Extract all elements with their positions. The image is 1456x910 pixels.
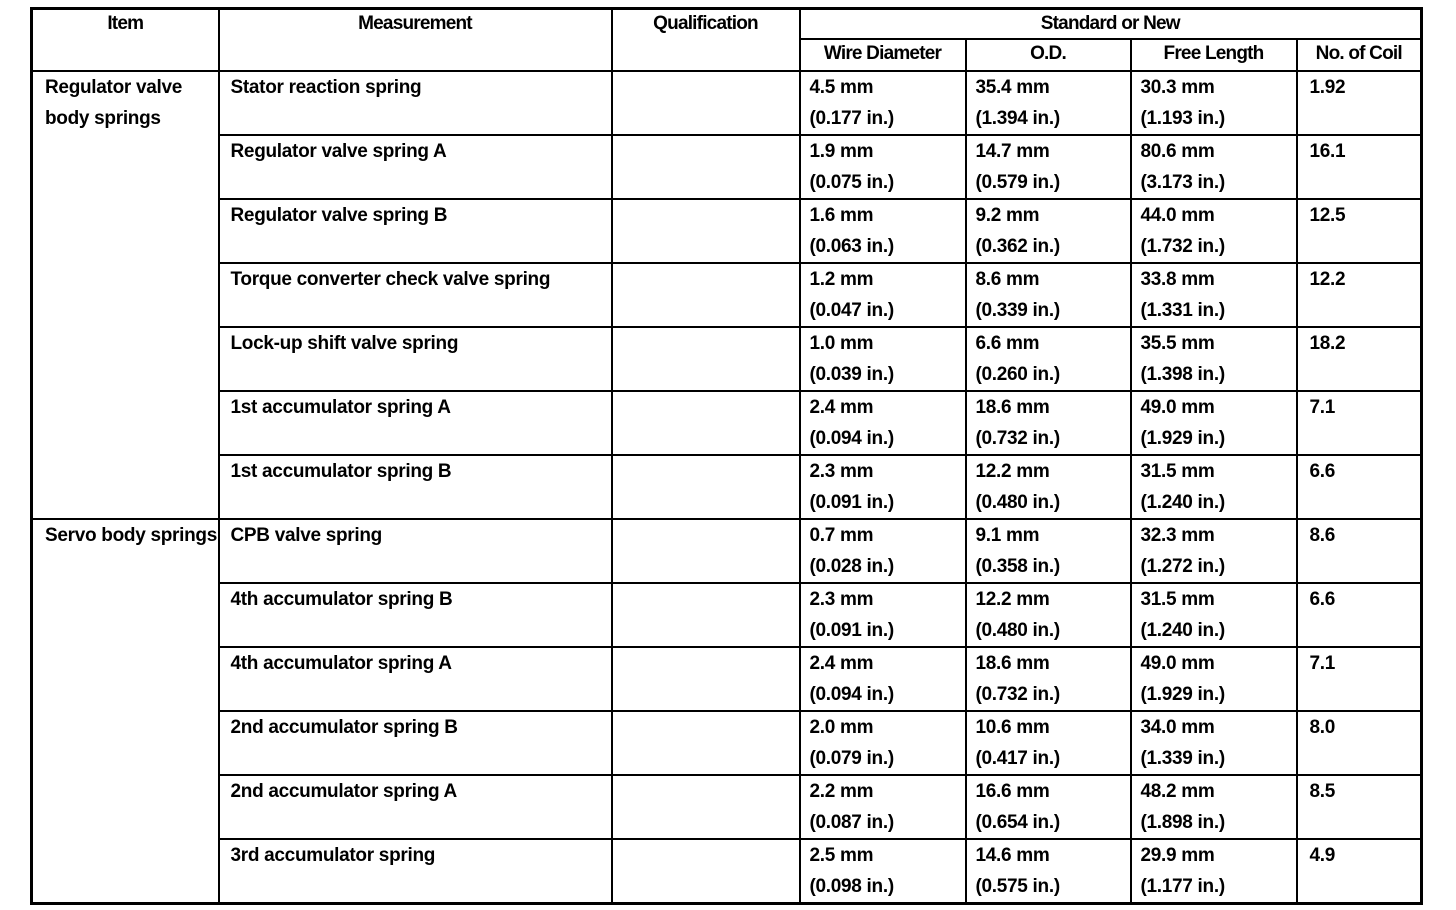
value-in: (0.091 in.) [809, 492, 894, 513]
od-cell [966, 711, 1131, 775]
free-length-cell [1131, 71, 1297, 135]
table-row [32, 583, 1422, 647]
qualification-cell [612, 775, 800, 839]
no-of-coil-cell: 4.9 [1297, 839, 1422, 904]
qualification-cell [612, 455, 800, 519]
value-in: (1.339 in.) [1140, 748, 1225, 769]
od-cell [966, 391, 1131, 455]
table-row [32, 775, 1422, 839]
measurement-cell: Stator reaction spring [219, 71, 612, 135]
free-length-cell [1131, 199, 1297, 263]
measurement-cell: 2nd accumulator spring A [219, 775, 612, 839]
value-mm: 1.9 mm [809, 141, 874, 162]
no-of-coil-cell: 6.6 [1297, 455, 1422, 519]
wire-diameter-cell [800, 263, 966, 327]
free-length-cell [1131, 263, 1297, 327]
value-in: (0.358 in.) [975, 556, 1060, 577]
measurement-cell: 1st accumulator spring B [219, 455, 612, 519]
value-in: (0.075 in.) [809, 172, 894, 193]
value-in: (0.480 in.) [975, 492, 1060, 513]
free-length-cell [1131, 519, 1297, 583]
od-cell [966, 455, 1131, 519]
wire-diameter-cell [800, 199, 966, 263]
value-mm: 1.6 mm [809, 205, 874, 226]
value-in: (0.094 in.) [809, 684, 894, 705]
wire-diameter-cell [800, 711, 966, 775]
qualification-cell [612, 199, 800, 263]
value-in: (0.094 in.) [809, 428, 894, 449]
value-mm: 2.4 mm [809, 397, 874, 418]
value-mm: 10.6 mm [975, 717, 1050, 738]
od-cell [966, 775, 1131, 839]
value-mm: 33.8 mm [1140, 269, 1215, 290]
value-mm: 16.6 mm [975, 781, 1050, 802]
item-label: Servo body springs [45, 525, 217, 546]
no-of-coil-cell: 8.5 [1297, 775, 1422, 839]
od-cell [966, 135, 1131, 199]
measurement-cell: 3rd accumulator spring [219, 839, 612, 904]
value-mm: 2.5 mm [809, 845, 874, 866]
value-mm: 2.4 mm [809, 653, 874, 674]
wire-diameter-cell [800, 519, 966, 583]
value-in: (0.063 in.) [809, 236, 894, 257]
qualification-cell [612, 519, 800, 583]
value-mm: 30.3 mm [1140, 77, 1215, 98]
value-mm: 35.4 mm [975, 77, 1050, 98]
value-in: (1.398 in.) [1140, 364, 1225, 385]
wire-diameter-cell [800, 839, 966, 904]
measurement-cell: CPB valve spring [219, 519, 612, 583]
no-of-coil-cell: 8.6 [1297, 519, 1422, 583]
free-length-cell [1131, 711, 1297, 775]
value-mm: 14.7 mm [975, 141, 1050, 162]
value-mm: 9.1 mm [975, 525, 1040, 546]
table-row [32, 327, 1422, 391]
no-of-coil-cell: 6.6 [1297, 583, 1422, 647]
value-in: (0.091 in.) [809, 620, 894, 641]
table-row [32, 455, 1422, 519]
wire-diameter-cell [800, 455, 966, 519]
qualification-cell [612, 327, 800, 391]
item-cell [32, 71, 219, 519]
value-mm: 2.2 mm [809, 781, 874, 802]
value-mm: 29.9 mm [1140, 845, 1215, 866]
value-mm: 6.6 mm [975, 333, 1040, 354]
qualification-cell [612, 71, 800, 135]
free-length-cell [1131, 135, 1297, 199]
value-in: (0.028 in.) [809, 556, 894, 577]
table-row [32, 135, 1422, 199]
qualification-cell [612, 839, 800, 904]
table-row [32, 839, 1422, 904]
value-in: (1.177 in.) [1140, 876, 1225, 897]
qualification-cell [612, 263, 800, 327]
measurement-cell: 2nd accumulator spring B [219, 711, 612, 775]
value-in: (0.039 in.) [809, 364, 894, 385]
wire-diameter-cell [800, 391, 966, 455]
value-in: (0.260 in.) [975, 364, 1060, 385]
wire-diameter-cell [800, 775, 966, 839]
header-free-length: Free Length [1131, 39, 1297, 71]
od-cell [966, 263, 1131, 327]
no-of-coil-cell: 7.1 [1297, 391, 1422, 455]
wire-diameter-cell [800, 647, 966, 711]
table-row [32, 391, 1422, 455]
value-in: (3.173 in.) [1140, 172, 1225, 193]
value-mm: 48.2 mm [1140, 781, 1215, 802]
od-cell [966, 519, 1131, 583]
value-in: (1.929 in.) [1140, 684, 1225, 705]
free-length-cell [1131, 583, 1297, 647]
value-mm: 12.2 mm [975, 461, 1050, 482]
no-of-coil-cell: 12.5 [1297, 199, 1422, 263]
free-length-cell [1131, 647, 1297, 711]
header-wire-diameter: Wire Diameter [800, 39, 966, 71]
value-in: (1.193 in.) [1140, 108, 1225, 129]
no-of-coil-cell: 1.92 [1297, 71, 1422, 135]
item-label: Regulator valve body springs [45, 77, 182, 129]
measurement-cell: 4th accumulator spring B [219, 583, 612, 647]
value-in: (0.087 in.) [809, 812, 894, 833]
value-mm: 1.0 mm [809, 333, 874, 354]
measurement-cell: Lock-up shift valve spring [219, 327, 612, 391]
value-in: (0.732 in.) [975, 684, 1060, 705]
value-mm: 9.2 mm [975, 205, 1040, 226]
wire-diameter-cell [800, 583, 966, 647]
value-in: (0.575 in.) [975, 876, 1060, 897]
value-mm: 80.6 mm [1140, 141, 1215, 162]
value-in: (1.240 in.) [1140, 620, 1225, 641]
header-no-of-coil: No. of Coil [1297, 39, 1422, 71]
wire-diameter-cell [800, 135, 966, 199]
free-length-cell [1131, 839, 1297, 904]
free-length-cell [1131, 775, 1297, 839]
value-in: (1.898 in.) [1140, 812, 1225, 833]
header-qualification: Qualification [612, 9, 800, 72]
no-of-coil-cell: 12.2 [1297, 263, 1422, 327]
value-mm: 49.0 mm [1140, 397, 1215, 418]
od-cell [966, 327, 1131, 391]
free-length-cell [1131, 327, 1297, 391]
od-cell [966, 199, 1131, 263]
value-in: (0.177 in.) [809, 108, 894, 129]
value-in: (0.579 in.) [975, 172, 1060, 193]
measurement-cell: Torque converter check valve spring [219, 263, 612, 327]
table-row [32, 71, 1422, 135]
value-in: (0.654 in.) [975, 812, 1060, 833]
value-mm: 8.6 mm [975, 269, 1040, 290]
qualification-cell [612, 647, 800, 711]
table-header [32, 9, 1422, 72]
table-body [32, 71, 1422, 904]
value-mm: 18.6 mm [975, 653, 1050, 674]
value-in: (0.362 in.) [975, 236, 1060, 257]
measurement-cell: 4th accumulator spring A [219, 647, 612, 711]
value-in: (1.240 in.) [1140, 492, 1225, 513]
header-measurement: Measurement [219, 9, 612, 72]
value-mm: 2.3 mm [809, 461, 874, 482]
no-of-coil-cell: 16.1 [1297, 135, 1422, 199]
od-cell [966, 583, 1131, 647]
value-in: (0.047 in.) [809, 300, 894, 321]
value-in: (1.929 in.) [1140, 428, 1225, 449]
value-mm: 2.3 mm [809, 589, 874, 610]
no-of-coil-cell: 8.0 [1297, 711, 1422, 775]
free-length-cell [1131, 455, 1297, 519]
value-in: (1.732 in.) [1140, 236, 1225, 257]
free-length-cell [1131, 391, 1297, 455]
qualification-cell [612, 135, 800, 199]
value-in: (0.417 in.) [975, 748, 1060, 769]
no-of-coil-cell: 18.2 [1297, 327, 1422, 391]
table-row [32, 647, 1422, 711]
value-mm: 14.6 mm [975, 845, 1050, 866]
header-od: O.D. [966, 39, 1131, 71]
value-in: (0.098 in.) [809, 876, 894, 897]
qualification-cell [612, 583, 800, 647]
value-mm: 2.0 mm [809, 717, 874, 738]
table-row [32, 199, 1422, 263]
qualification-cell [612, 391, 800, 455]
value-in: (0.339 in.) [975, 300, 1060, 321]
value-mm: 1.2 mm [809, 269, 874, 290]
header-item: Item [32, 9, 219, 72]
value-in: (1.394 in.) [975, 108, 1060, 129]
value-in: (0.732 in.) [975, 428, 1060, 449]
od-cell [966, 71, 1131, 135]
measurement-cell: 1st accumulator spring A [219, 391, 612, 455]
measurement-cell: Regulator valve spring A [219, 135, 612, 199]
value-mm: 49.0 mm [1140, 653, 1215, 674]
item-cell [32, 519, 219, 904]
value-mm: 4.5 mm [809, 77, 874, 98]
table-row [32, 519, 1422, 583]
measurement-cell: Regulator valve spring B [219, 199, 612, 263]
header-standard-or-new: Standard or New [800, 9, 1422, 40]
value-in: (0.079 in.) [809, 748, 894, 769]
value-in: (1.272 in.) [1140, 556, 1225, 577]
no-of-coil-cell: 7.1 [1297, 647, 1422, 711]
od-cell [966, 647, 1131, 711]
value-in: (0.480 in.) [975, 620, 1060, 641]
value-mm: 31.5 mm [1140, 461, 1215, 482]
qualification-cell [612, 711, 800, 775]
table-row [32, 263, 1422, 327]
value-mm: 35.5 mm [1140, 333, 1215, 354]
od-cell [966, 839, 1131, 904]
value-mm: 0.7 mm [809, 525, 874, 546]
value-mm: 34.0 mm [1140, 717, 1215, 738]
value-in: (1.331 in.) [1140, 300, 1225, 321]
value-mm: 32.3 mm [1140, 525, 1215, 546]
table-row [32, 711, 1422, 775]
spring-spec-table [30, 7, 1423, 905]
wire-diameter-cell [800, 327, 966, 391]
value-mm: 44.0 mm [1140, 205, 1215, 226]
wire-diameter-cell [800, 71, 966, 135]
value-mm: 18.6 mm [975, 397, 1050, 418]
value-mm: 31.5 mm [1140, 589, 1215, 610]
value-mm: 12.2 mm [975, 589, 1050, 610]
